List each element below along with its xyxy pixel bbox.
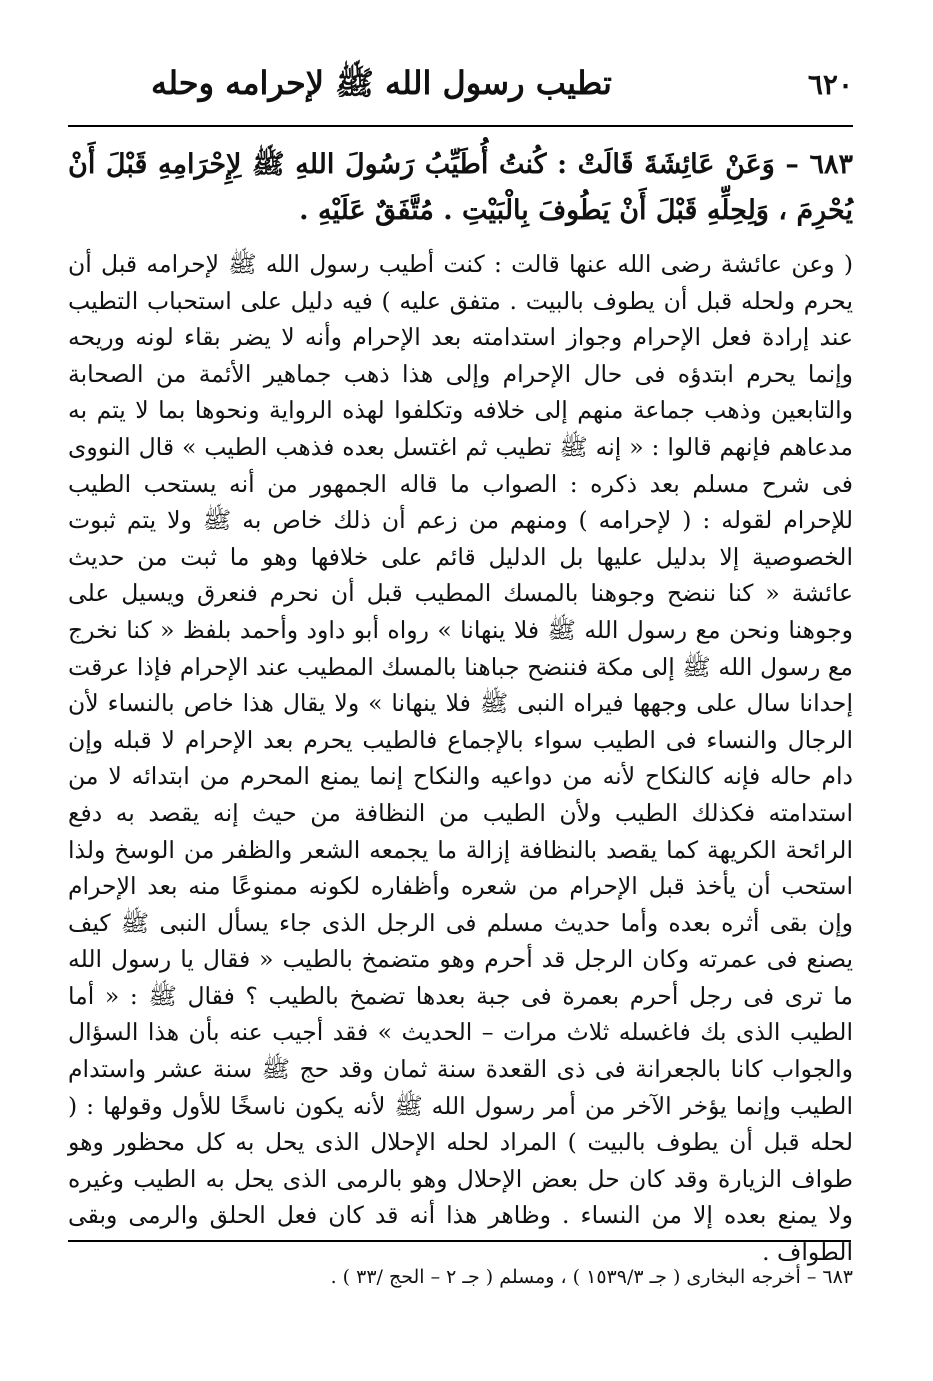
- page-header: [70, 64, 853, 114]
- header-divider: [68, 125, 853, 127]
- commentary-text: ( وعن عائشة رضى الله عنها قالت : كنت أطيب رسول الله ﷺ لإحرامه قبل أن يحرم ولحله قبل أن يطوف بالبيت . متفق عليه ) فيه دليل على استحباب التطيب عند إرادة فعل الإحرام وجواز استدامته بعد الإحرام وأنه لا يضر بقاء لونه وريحه وإنما يحرم ابتدؤه فى حال الإحرام وإلى هذا ذهب جماهير الأئمة من الصحابة والتابعين وذهب جماعة منهم إلى خلافه وتكلفوا لهذه الرواية ونحوها بما لا يتم به مدعاهم فإنهم قالوا : « إنه ﷺ تطيب ثم اغتسل بعده فذهب الطيب » قال النووى فى شرح مسلم بعد ذكره : الصواب ما قاله الجمهور من أنه يستحب الطيب للإحرام لقوله : ( لإحرامه ) ومنهم من زعم أن ذلك خاص به ﷺ ولا يتم ثبوت الخصوصية إلا بدليل عليها بل الدليل قائم على خلافها وهو ما ثبت من حديث عائشة « كنا ننضح وجوهنا بالمسك المطيب قبل أن نحرم فنعرق ويسيل على وجوهنا ونحن مع رسول الله ﷺ فلا ينهانا » رواه أبو داود وأحمد بلفظ « كنا نخرج مع رسول الله ﷺ إلى مكة فننضح جباهنا بالمسك المطيب عند الإحرام فإذا عرقت إحدانا سال على وجهها فيراه النبى ﷺ فلا ينهانا » ولا يقال هذا خاص بالنساء لأن الرجال والنساء فى الطيب سواء بالإجماع فالطيب يحرم بعد الإحرام لا قبله وإن دام حاله فإنه كالنكاح لأنه من دواعيه والنكاح إنما يمنع المحرم من ابتدائه لا من استدامته فكذلك الطيب ولأن الطيب من النظافة من حيث إنه يقصد به دفع الرائحة الكريهة كما يقصد بالنظافة إزالة ما يجمعه الشعر والظفر من الوسخ ولذا استحب أن يأخذ قبل الإحرام من شعره وأظفاره لكونه ممنوعًا منه بعد الإحرام وإن بقى أثره بعده وأما حديث مسلم فى الرجل الذى جاء يسأل النبى ﷺ كيف يصنع فى عمرته وكان الرجل قد أحرم وهو متضمخ بالطيب « فقال يا رسول الله ما ترى فى رجل أحرم بعمرة فى جبة بعدها تضمخ بالطيب ؟ فقال ﷺ : « أما الطيب الذى بك فاغسله ثلاث مرات – الحديث » فقد أجيب عنه بأن هذا السؤال والجواب كانا بالجعرانة فى ذى القعدة سنة ثمان وقد حج ﷺ سنة عشر واستدام الطيب وإنما يؤخر الآخر من أمر رسول الله ﷺ لأنه يكون ناسخًا للأول وقولها : ( لحله قبل أن يطوف بالبيت ) المراد لحله الإحلال الذى يحل به كل محظور وهو طواف الزيارة وقد كان حل بعض الإحلال وهو بالرمى الذى يحل به الطيب وغيره ولا يمنع بعده إلا من النساء . وظاهر هذا أنه قد كان فعل الحلق والرمى وبقى الطواف .: [68, 250, 853, 1267]
- hadith-text: ٦٨٣ – وَعَنْ عَائِشَةَ قَالَتْ : كُنتُ أُطَيِّبُ رَسُولَ اللهِ ﷺ لِإِحْرَامِهِ قَبْلَ أَنْ يُحْرِمَ ، وَلِحِلِّهِ قَبْلَ أَنْ يَطُوفَ بِالْبَيْتِ . مُتَّفَقٌ عَلَيْهِ .: [68, 149, 853, 226]
- footnote-divider: [68, 1240, 851, 1242]
- page-number: ٦٢٠: [807, 68, 853, 101]
- running-title: تطيب رسول الله ﷺ لإحرامه وحله: [151, 64, 612, 102]
- footnote-text: ٦٨٣ – أخرجه البخارى ( جـ ١٥٣٩/٣ ) ، ومسلم ( جـ ٢ – الحج /٣٣ ) .: [330, 1266, 853, 1288]
